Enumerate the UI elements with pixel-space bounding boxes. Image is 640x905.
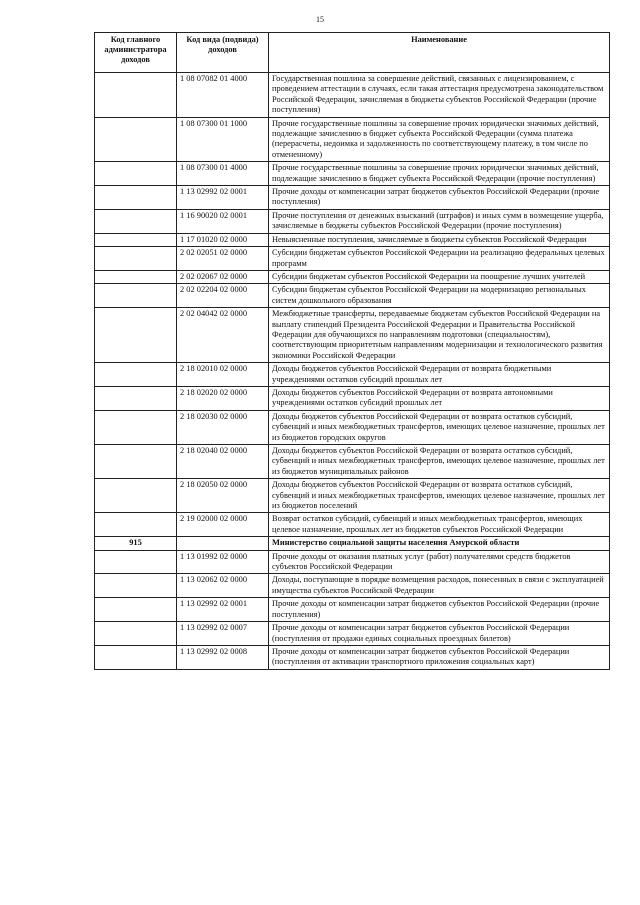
header-admin-code: Код главного администратора доходов [95,33,177,73]
table-row [95,645,610,669]
income-code-cell: 2 02 02204 02 0000 [177,284,269,308]
admin-code-cell [95,513,177,537]
income-name-cell: Прочие поступления от денежных взысканий (штрафов) и иных сумм в возмещение ущерба, зачисляемые в бюджеты субъектов Российской Федерации (прочие поступления) [269,209,610,233]
table-row [95,247,610,271]
income-code-cell: 1 13 01992 02 0000 [177,550,269,574]
income-name-cell: Межбюджетные трансферты, передаваемые бюджетам субъектов Российской Федерации на выплату стипендий Президента Российской Федерации и Правительства Российской Федерации для обучающихся по направлениям подготовки (специальностям), соответствующим приоритетным направлениям модернизации и технологического развития экономики Российской Федерации [269,308,610,363]
page-number: 15 [316,15,324,24]
income-code-cell: 2 02 02067 02 0000 [177,270,269,283]
admin-code-cell: 915 [95,537,177,550]
income-name-cell: Невыясненные поступления, зачисляемые в бюджеты субъектов Российской Федерации [269,233,610,246]
income-code-cell: 1 13 02992 02 0008 [177,645,269,669]
table-row [95,479,610,513]
income-name-cell: Субсидии бюджетам субъектов Российской Федерации на модернизацию региональных систем дошкольного образования [269,284,610,308]
admin-code-cell [95,284,177,308]
income-name-cell: Прочие государственные пошлины за совершение прочих юридически значимых действий, подлежащие зачислению в бюджет субъекта Российской Федерации (сумма платежа (перерасчеты, недоимка и задолженность по соответствующему платежу, в том числе по отмененному) [269,117,610,162]
table-row [95,363,610,387]
income-name-cell: Прочие государственные пошлины за совершение прочих юридически значимых действий, подлежащие зачислению в бюджет субъекта Российской Федерации (прочие поступления) [269,162,610,186]
table-row [95,550,610,574]
table-row [95,117,610,162]
income-name-cell: Государственная пошлина за совершение действий, связанных с лицензированием, с проведением аттестации в случаях, если такая аттестация предусмотрена законодательством Российской Федерации, зачисляемая в бюджеты субъектов Российской Федерации (прочие поступления) [269,73,610,118]
admin-code-cell [95,598,177,622]
income-name-cell: Доходы, поступающие в порядке возмещения расходов, понесенных в связи с эксплуатацией имущества субъектов Российской Федерации [269,574,610,598]
admin-code-cell [95,410,177,444]
income-name-cell: Прочие доходы от компенсации затрат бюджетов субъектов Российской Федерации (поступления от продажи единых социальных проездных билетов) [269,622,610,646]
admin-code-cell [95,363,177,387]
income-name-cell: Доходы бюджетов субъектов Российской Федерации от возврата остатков субсидий, субвенций и иных межбюджетных трансфертов, имеющих целевое назначение, прошлых лет из бюджетов поселений [269,479,610,513]
admin-code-cell [95,550,177,574]
table-row [95,73,610,118]
income-code-cell: 2 18 02030 02 0000 [177,410,269,444]
table-row [95,513,610,537]
header-type-code: Код вида (подвида) доходов [177,33,269,73]
admin-code-cell [95,479,177,513]
header-name: Наименование [269,33,610,73]
table-row [95,162,610,186]
table-row [95,308,610,363]
income-name-cell: Возврат остатков субсидий, субвенций и иных межбюджетных трансфертов, имеющих целевое назначение, прошлых лет из бюджетов субъектов Российской Федерации [269,513,610,537]
admin-code-cell [95,445,177,479]
income-name-cell: Субсидии бюджетам субъектов Российской Федерации на поощрение лучших учителей [269,270,610,283]
table-row [95,445,610,479]
income-code-cell: 1 08 07300 01 1000 [177,117,269,162]
table-section-row [95,537,610,550]
income-name-cell: Доходы бюджетов субъектов Российской Федерации от возврата бюджетными учреждениями остатков субсидий прошлых лет [269,363,610,387]
income-code-cell: 2 18 02050 02 0000 [177,479,269,513]
table-header [95,33,610,73]
income-name-cell: Прочие доходы от компенсации затрат бюджетов субъектов Российской Федерации (прочие поступления) [269,598,610,622]
income-name-cell: Министерство социальной защиты населения Амурской области [269,537,610,550]
table-body [95,73,610,670]
admin-code-cell [95,645,177,669]
table-row [95,622,610,646]
admin-code-cell [95,186,177,210]
admin-code-cell [95,574,177,598]
income-code-cell: 1 16 90020 02 0001 [177,209,269,233]
table-row [95,410,610,444]
income-code-cell: 1 13 02992 02 0007 [177,622,269,646]
income-code-cell: 2 02 02051 02 0000 [177,247,269,271]
table-row [95,574,610,598]
revenue-codes-table [94,32,610,670]
income-name-cell: Прочие доходы от компенсации затрат бюджетов субъектов Российской Федерации (прочие поступления) [269,186,610,210]
table-row [95,186,610,210]
table-row [95,209,610,233]
header-row [95,33,610,73]
income-name-cell: Субсидии бюджетам субъектов Российской Федерации на реализацию федеральных целевых программ [269,247,610,271]
income-name-cell: Прочие доходы от компенсации затрат бюджетов субъектов Российской Федерации (поступления от активации транспортного приложения социальных карт) [269,645,610,669]
admin-code-cell [95,308,177,363]
income-code-cell: 2 18 02010 02 0000 [177,363,269,387]
admin-code-cell [95,622,177,646]
income-name-cell: Прочие доходы от оказания платных услуг (работ) получателями средств бюджетов субъектов Российской Федерации [269,550,610,574]
income-code-cell: 2 19 02000 02 0000 [177,513,269,537]
income-code-cell: 1 08 07300 01 4000 [177,162,269,186]
table-row [95,284,610,308]
income-name-cell: Доходы бюджетов субъектов Российской Федерации от возврата автономными учреждениями остатков субсидий прошлых лет [269,386,610,410]
admin-code-cell [95,233,177,246]
admin-code-cell [95,162,177,186]
income-name-cell: Доходы бюджетов субъектов Российской Федерации от возврата остатков субсидий, субвенций и иных межбюджетных трансфертов, имеющих целевое назначение, прошлых лет из бюджетов муниципальных районов [269,445,610,479]
income-name-cell: Доходы бюджетов субъектов Российской Федерации от возврата остатков субсидий, субвенций и иных межбюджетных трансфертов, имеющих целевое назначение, прошлых лет из бюджетов городских округов [269,410,610,444]
table-row [95,270,610,283]
income-code-cell: 2 02 04042 02 0000 [177,308,269,363]
income-code-cell: 1 08 07082 01 4000 [177,73,269,118]
admin-code-cell [95,117,177,162]
income-code-cell: 1 13 02992 02 0001 [177,598,269,622]
table-row [95,598,610,622]
income-code-cell [177,537,269,550]
admin-code-cell [95,270,177,283]
admin-code-cell [95,386,177,410]
income-code-cell: 1 13 02062 02 0000 [177,574,269,598]
income-code-cell: 1 13 02992 02 0001 [177,186,269,210]
table-row [95,386,610,410]
admin-code-cell [95,247,177,271]
admin-code-cell [95,73,177,118]
table-row [95,233,610,246]
admin-code-cell [95,209,177,233]
income-code-cell: 1 17 01020 02 0000 [177,233,269,246]
income-code-cell: 2 18 02040 02 0000 [177,445,269,479]
income-code-cell: 2 18 02020 02 0000 [177,386,269,410]
